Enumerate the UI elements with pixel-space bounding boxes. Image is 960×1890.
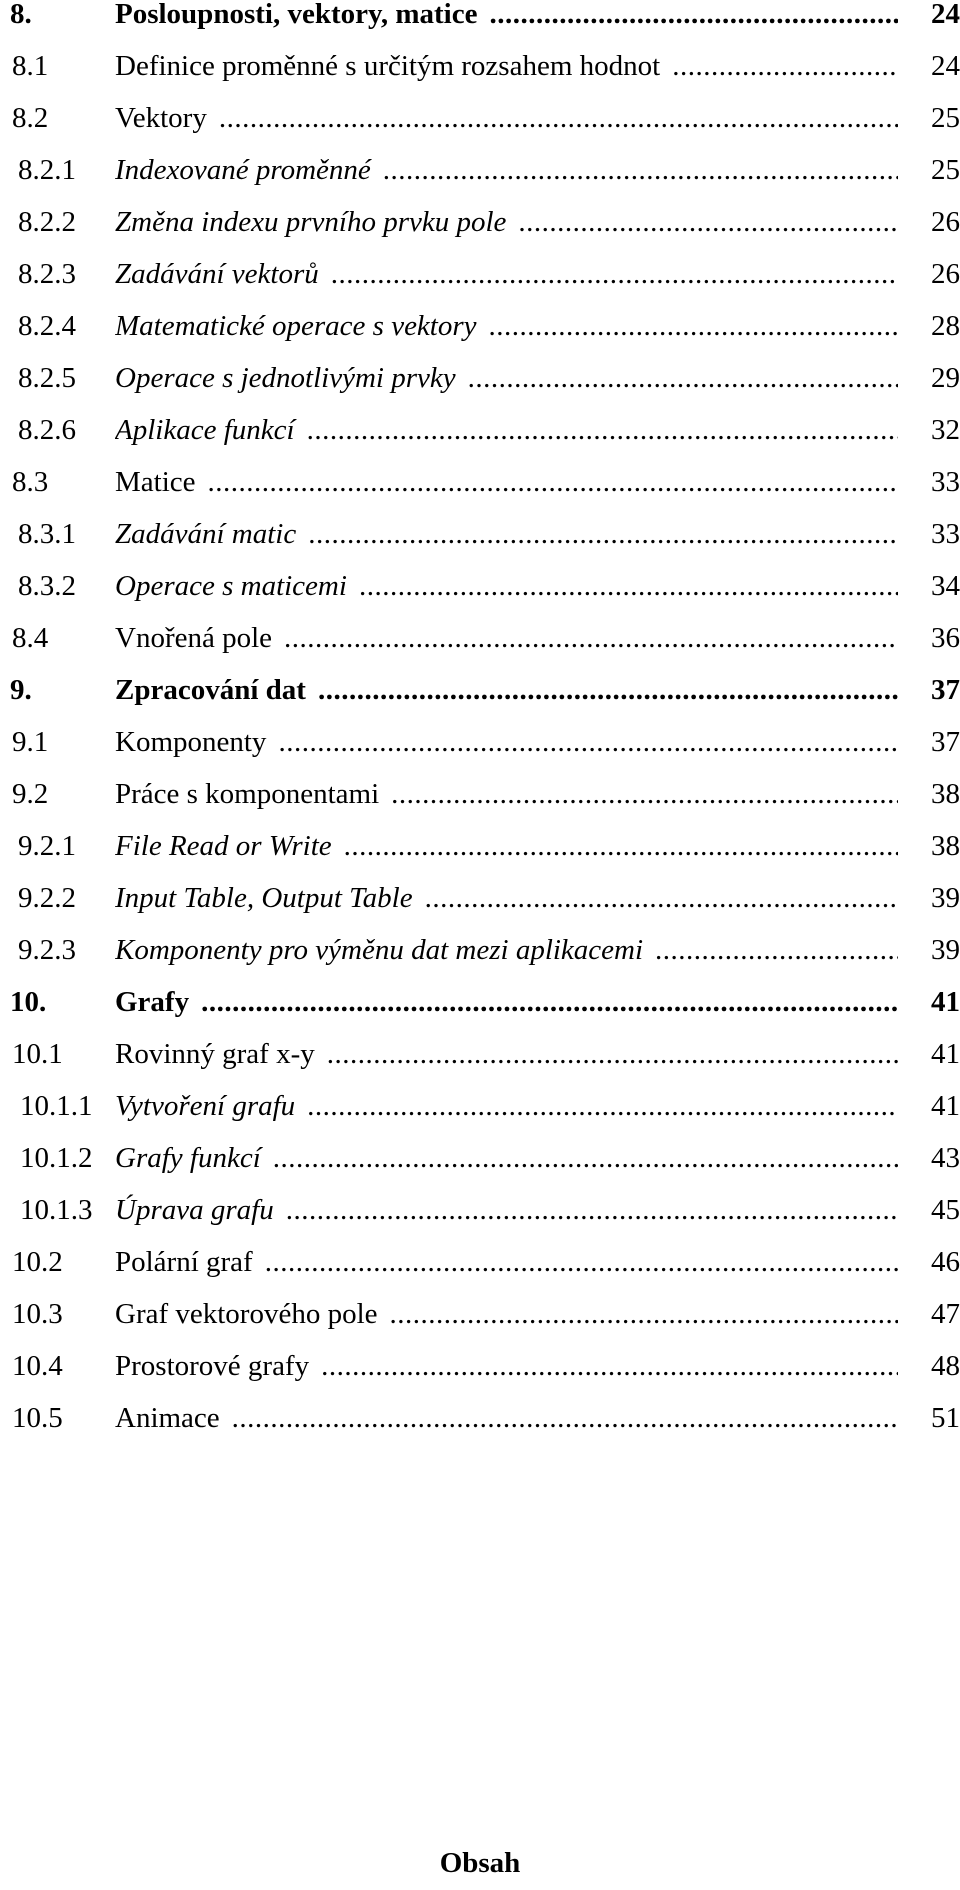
toc-entry-page: 38 xyxy=(931,830,960,862)
toc-dot-leader xyxy=(383,144,898,196)
toc-entry-title: Změna indexu prvního prvku pole xyxy=(115,206,507,238)
toc-entry-number: 8.2 xyxy=(12,102,49,134)
toc-entry[interactable] xyxy=(0,1236,960,1288)
toc-entry-number: 8.3.1 xyxy=(18,518,76,550)
toc-entry-number: 9.1 xyxy=(12,726,49,758)
toc-entry-title: Animace xyxy=(115,1402,220,1434)
toc-dot-leader xyxy=(307,1080,898,1132)
toc-entry[interactable] xyxy=(0,40,960,92)
toc-entry-title: Vnořená pole xyxy=(115,622,273,654)
toc-entry-number: 10.2 xyxy=(12,1246,63,1278)
toc-entry-number: 10. xyxy=(10,986,47,1018)
toc-entry[interactable] xyxy=(0,872,960,924)
toc-entry[interactable] xyxy=(0,612,960,664)
toc-entry-title: Úprava grafu xyxy=(115,1194,274,1226)
toc-dot-leader xyxy=(321,1340,898,1392)
toc-entry-title: Zpracování dat xyxy=(115,674,306,706)
toc-entry-number: 8.2.3 xyxy=(18,258,76,290)
toc-entry-page: 29 xyxy=(931,362,960,394)
toc-entry-page: 25 xyxy=(931,154,960,186)
toc-entry-title: Práce s komponentami xyxy=(115,778,380,810)
toc-entry[interactable] xyxy=(0,1288,960,1340)
toc-entry-page: 51 xyxy=(931,1402,960,1434)
toc-entry-page: 43 xyxy=(931,1142,960,1174)
toc-entry[interactable] xyxy=(0,456,960,508)
toc-dot-leader xyxy=(489,300,898,352)
toc-entry-page: 41 xyxy=(931,986,960,1018)
toc-entry-number: 10.1.3 xyxy=(20,1194,93,1226)
toc-entry-number: 10.1.1 xyxy=(20,1090,93,1122)
toc-entry[interactable] xyxy=(0,144,960,196)
toc-entry-title: Komponenty pro výměnu dat mezi aplikacemi xyxy=(115,934,644,966)
toc-entry-number: 8.3 xyxy=(12,466,49,498)
toc-entry-title: Vytvoření grafu xyxy=(115,1090,296,1122)
toc-entry-page: 37 xyxy=(931,674,960,706)
toc-dot-leader xyxy=(331,248,898,300)
toc-entry-page: 32 xyxy=(931,414,960,446)
toc-entry-number: 10.3 xyxy=(12,1298,63,1330)
toc-entry[interactable] xyxy=(0,404,960,456)
toc-entry[interactable] xyxy=(0,924,960,976)
toc-entry[interactable] xyxy=(0,1080,960,1132)
toc-entry-page: 34 xyxy=(931,570,960,602)
toc-entry-title: Komponenty xyxy=(115,726,267,758)
toc-entry[interactable] xyxy=(0,352,960,404)
toc-dot-leader xyxy=(201,976,898,1028)
toc-entry-title: Operace s jednotlivými prvky xyxy=(115,362,456,394)
toc-entry-page: 33 xyxy=(931,466,960,498)
toc-entry-page: 37 xyxy=(931,726,960,758)
toc-entry-title: Graf vektorového pole xyxy=(115,1298,378,1330)
toc-entry-page: 33 xyxy=(931,518,960,550)
toc-dot-leader xyxy=(273,1132,898,1184)
toc-entry[interactable] xyxy=(0,92,960,144)
toc-entry-number: 9.2.3 xyxy=(18,934,76,966)
toc-entry-page: 24 xyxy=(931,50,960,82)
toc-dot-leader xyxy=(307,404,898,456)
toc-entry-title: Vektory xyxy=(115,102,207,134)
toc-entry-title: Grafy funkcí xyxy=(115,1142,261,1174)
toc-entry[interactable] xyxy=(0,248,960,300)
toc-entry[interactable] xyxy=(0,1184,960,1236)
toc-dot-leader xyxy=(655,924,898,976)
toc-entry[interactable] xyxy=(0,508,960,560)
toc-entry[interactable] xyxy=(0,1340,960,1392)
toc-entry-page: 47 xyxy=(931,1298,960,1330)
toc-dot-leader xyxy=(284,612,898,664)
toc-entry[interactable] xyxy=(0,560,960,612)
toc-entry-page: 39 xyxy=(931,934,960,966)
toc-entry-page: 24 xyxy=(931,0,960,30)
toc-dot-leader xyxy=(490,0,899,40)
toc-entry-number: 9.2.1 xyxy=(18,830,76,862)
toc-dot-leader xyxy=(318,664,898,716)
toc-entry-number: 10.1.2 xyxy=(20,1142,93,1174)
toc-entry-page: 46 xyxy=(931,1246,960,1278)
toc-entry-number: 9. xyxy=(10,674,32,706)
toc-dot-leader xyxy=(232,1392,898,1444)
toc-entry-number: 10.5 xyxy=(12,1402,63,1434)
toc-entry-page: 41 xyxy=(931,1038,960,1070)
toc-entry-number: 8.2.2 xyxy=(18,206,76,238)
toc-dot-leader xyxy=(208,456,898,508)
toc-dot-leader xyxy=(265,1236,898,1288)
toc-entry-title: Definice proměnné s určitým rozsahem hodnot xyxy=(115,50,661,82)
toc-entry[interactable] xyxy=(0,0,960,40)
toc-entry[interactable] xyxy=(0,196,960,248)
toc-entry-number: 8. xyxy=(10,0,32,30)
toc-entry[interactable] xyxy=(0,820,960,872)
toc-dot-leader xyxy=(278,716,898,768)
toc-entry-title: Input Table, Output Table xyxy=(115,882,413,914)
toc-entry-number: 8.2.5 xyxy=(18,362,76,394)
toc-entry-title: Indexované proměnné xyxy=(115,154,371,186)
toc-entry-title: Zadávání vektorů xyxy=(115,258,319,290)
toc-entry-number: 8.1 xyxy=(12,50,49,82)
toc-entry-title: Operace s maticemi xyxy=(115,570,347,602)
toc-entry-number: 10.1 xyxy=(12,1038,63,1070)
toc-entry-page: 26 xyxy=(931,258,960,290)
toc-dot-leader xyxy=(468,352,898,404)
toc-entry[interactable] xyxy=(0,1028,960,1080)
toc-entry-number: 8.2.4 xyxy=(18,310,76,342)
toc-entry-page: 39 xyxy=(931,882,960,914)
toc-entry-title: Matice xyxy=(115,466,196,498)
toc-dot-leader xyxy=(391,768,898,820)
toc-entry-page: 28 xyxy=(931,310,960,342)
toc-entry-number: 9.2.2 xyxy=(18,882,76,914)
toc-entry-number: 9.2 xyxy=(12,778,49,810)
toc-dot-leader xyxy=(425,872,898,924)
toc-entry-page: 25 xyxy=(931,102,960,134)
toc-entry-title: Aplikace funkcí xyxy=(115,414,295,446)
toc-entry-title: Rovinný graf x-y xyxy=(115,1038,315,1070)
toc-dot-leader xyxy=(286,1184,898,1236)
toc-entry-title: Grafy xyxy=(115,986,190,1018)
toc-dot-leader xyxy=(672,40,898,92)
toc-entry-number: 10.4 xyxy=(12,1350,63,1382)
toc-entry-page: 36 xyxy=(931,622,960,654)
toc-entry[interactable] xyxy=(0,716,960,768)
toc-dot-leader xyxy=(327,1028,898,1080)
toc-entry[interactable] xyxy=(0,1132,960,1184)
toc-entry-title: Matematické operace s vektory xyxy=(115,310,477,342)
toc-entry-number: 8.2.1 xyxy=(18,154,76,186)
toc-entry[interactable] xyxy=(0,768,960,820)
toc-entry[interactable] xyxy=(0,300,960,352)
toc-entry[interactable] xyxy=(0,664,960,716)
toc-entry-page: 45 xyxy=(931,1194,960,1226)
toc-entry-title: Polární graf xyxy=(115,1246,253,1278)
toc-entry-title: Zadávání matic xyxy=(115,518,297,550)
toc-dot-leader xyxy=(359,560,898,612)
page-footer-label: Obsah xyxy=(439,1847,521,1879)
toc-entry-title: Posloupnosti, vektory, matice xyxy=(115,0,478,30)
toc-entry-number: 8.2.6 xyxy=(18,414,76,446)
toc-dot-leader xyxy=(518,196,898,248)
toc-entry-title: File Read or Write xyxy=(115,830,332,862)
toc-entry[interactable] xyxy=(0,1392,960,1444)
toc-entry-title: Prostorové grafy xyxy=(115,1350,310,1382)
toc-entry-page: 48 xyxy=(931,1350,960,1382)
toc-entry-page: 26 xyxy=(931,206,960,238)
toc-dot-leader xyxy=(390,1288,898,1340)
toc-dot-leader xyxy=(344,820,898,872)
toc-entry-number: 8.4 xyxy=(12,622,49,654)
toc-entry[interactable] xyxy=(0,976,960,1028)
toc-entry-page: 41 xyxy=(931,1090,960,1122)
toc-entry-page: 38 xyxy=(931,778,960,810)
toc-dot-leader xyxy=(219,92,898,144)
toc-entry-number: 8.3.2 xyxy=(18,570,76,602)
toc-dot-leader xyxy=(308,508,898,560)
